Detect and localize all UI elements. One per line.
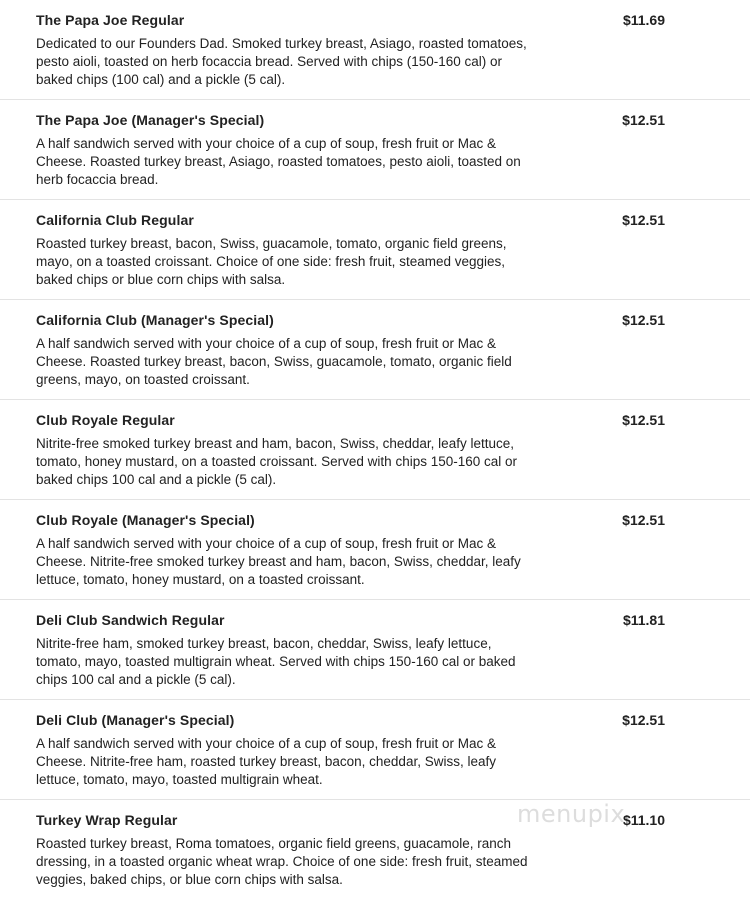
item-description: A half sandwich served with your choice of a cup of soup, fresh fruit or Mac & Cheese. Roasted turkey breast, Asiago, roasted tomatoes, pesto aioli, toasted on herb focaccia bread. bbox=[36, 136, 521, 187]
watermark-logo: menupix bbox=[517, 800, 626, 828]
item-description: Roasted turkey breast, bacon, Swiss, guacamole, tomato, organic field greens, mayo, on a toasted croissant. Choice of one side: fresh fruit, steamed veggies, baked chips or blue corn chips with salsa. bbox=[36, 236, 507, 287]
item-description: A half sandwich served with your choice of a cup of soup, fresh fruit or Mac & Cheese. Nitrite-free smoked turkey breast and ham, bacon, Swiss, cheddar, leafy lettuce, tomato, honey mustard, on a toasted croissant. bbox=[36, 536, 521, 587]
item-name: California Club (Manager's Special) bbox=[36, 312, 274, 328]
item-price: $11.81 bbox=[622, 612, 665, 628]
item-price: $12.51 bbox=[622, 312, 665, 328]
menu-item[interactable] bbox=[0, 200, 750, 300]
item-price: $12.51 bbox=[622, 412, 665, 428]
menu-item[interactable] bbox=[0, 800, 750, 900]
item-price: $11.69 bbox=[622, 12, 665, 28]
item-name: Club Royale Regular bbox=[36, 412, 175, 428]
item-name: California Club Regular bbox=[36, 212, 194, 228]
menu-item[interactable] bbox=[0, 600, 750, 700]
item-description: Dedicated to our Founders Dad. Smoked turkey breast, Asiago, roasted tomatoes, pesto aioli, toasted on herb focaccia bread. Served with chips (150-160 cal) or baked chips (100 cal) and a pickle (5 cal). bbox=[36, 36, 527, 87]
item-name: Club Royale (Manager's Special) bbox=[36, 512, 255, 528]
menu-item[interactable] bbox=[0, 700, 750, 800]
item-name: The Papa Joe Regular bbox=[36, 12, 185, 28]
item-price: $12.51 bbox=[622, 512, 665, 528]
item-description: Nitrite-free ham, smoked turkey breast, bacon, cheddar, Swiss, leafy lettuce, tomato, mayo, toasted multigrain wheat. Served with chips 150-160 cal or baked chips 100 cal and a pickle (5 cal). bbox=[36, 636, 516, 687]
item-price: $12.51 bbox=[622, 212, 665, 228]
menu-item[interactable] bbox=[0, 100, 750, 200]
item-name: Deli Club Sandwich Regular bbox=[36, 612, 225, 628]
item-name: Turkey Wrap Regular bbox=[36, 812, 178, 828]
item-price: $12.51 bbox=[622, 112, 665, 128]
item-description: A half sandwich served with your choice of a cup of soup, fresh fruit or Mac & Cheese. Roasted turkey breast, bacon, Swiss, guacamole, tomato, organic field greens, mayo, on toasted croissant. bbox=[36, 336, 512, 387]
menu-item[interactable] bbox=[0, 0, 750, 100]
item-name: The Papa Joe (Manager's Special) bbox=[36, 112, 265, 128]
item-description: A half sandwich served with your choice of a cup of soup, fresh fruit or Mac & Cheese. Nitrite-free ham, roasted turkey breast, bacon, cheddar, Swiss, leafy lettuce, tomato, mayo, toasted multigrain wheat. bbox=[36, 736, 496, 787]
item-description: Nitrite-free smoked turkey breast and ham, bacon, Swiss, cheddar, leafy lettuce, tomato, honey mustard, on a toasted croissant. Served with chips 150-160 cal or baked chips 100 cal and a pickle (5 cal). bbox=[36, 436, 518, 487]
menu-item[interactable] bbox=[0, 300, 750, 400]
item-name: Deli Club (Manager's Special) bbox=[36, 712, 235, 728]
menu-item[interactable] bbox=[0, 400, 750, 500]
item-description: Roasted turkey breast, Roma tomatoes, organic field greens, guacamole, ranch dressing, in a toasted organic wheat wrap. Choice of one side: fresh fruit, steamed veggies, baked chips, or blue corn chips with salsa. bbox=[36, 836, 528, 887]
item-price: $11.10 bbox=[622, 812, 665, 828]
item-price: $12.51 bbox=[622, 712, 665, 728]
menu-item[interactable] bbox=[0, 500, 750, 600]
